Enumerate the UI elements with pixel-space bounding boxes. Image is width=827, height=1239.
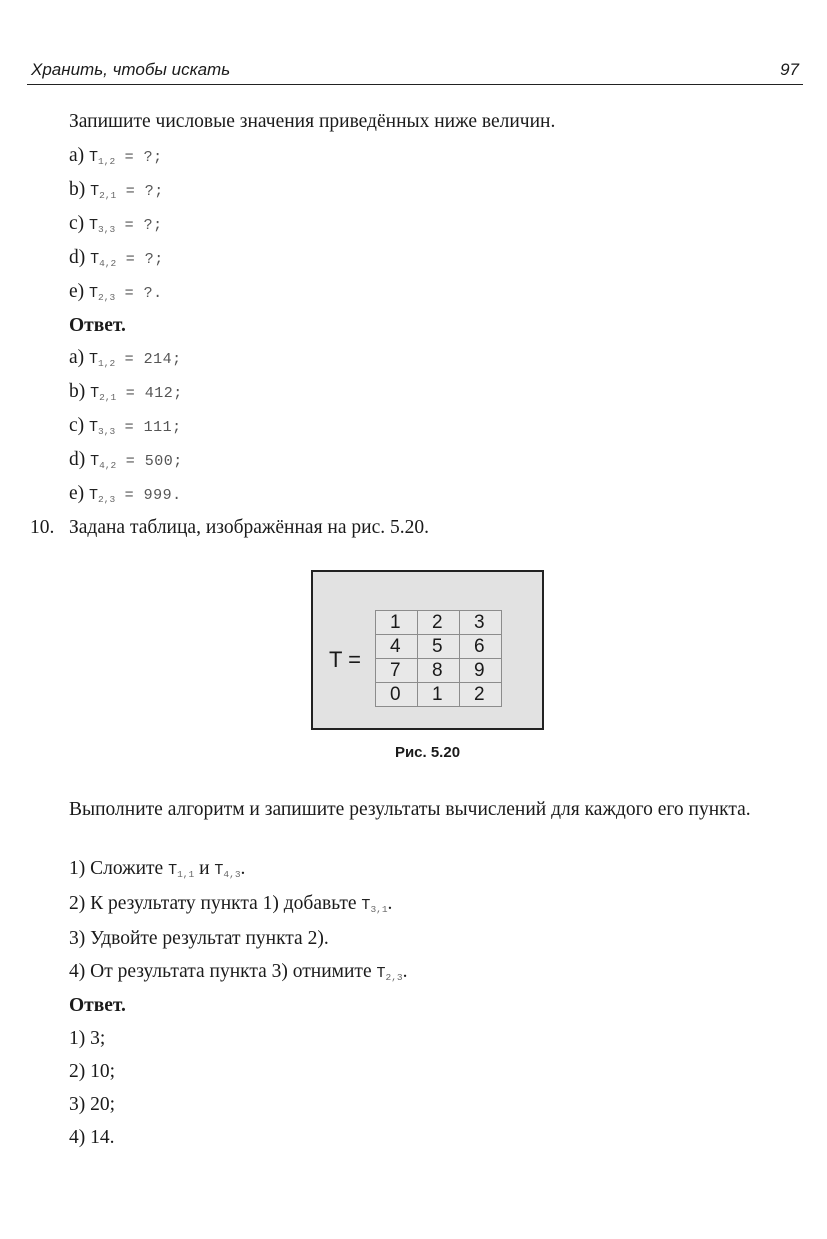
grid-cell: 0 bbox=[376, 683, 418, 707]
grid-cell: 2 bbox=[418, 611, 460, 635]
step-item: 2) К результату пункта 1) добавьте $T_{3,1}$. bbox=[69, 893, 393, 915]
grid-cell: 3 bbox=[460, 611, 502, 635]
intro-text: Запишите числовые значения приведённых ниже величин. bbox=[69, 111, 556, 132]
answer-item: c) $T_{3,3} = 111$; bbox=[69, 415, 182, 437]
grid-cell: 1 bbox=[376, 611, 418, 635]
answer-heading: Ответ. bbox=[69, 995, 126, 1016]
answer-item: d) $T_{4,2} = 500$; bbox=[69, 449, 183, 471]
task-number: 10. bbox=[30, 517, 55, 538]
question-item: d) $T_{4,2}$ = ?; bbox=[69, 247, 164, 269]
grid-cell: 6 bbox=[460, 635, 502, 659]
result-item: 4) 14. bbox=[69, 1127, 115, 1148]
grid-cell: 1 bbox=[418, 683, 460, 707]
answer-item: b) $T_{2,1} = 412$; bbox=[69, 381, 183, 403]
answer-heading: Ответ. bbox=[69, 315, 126, 336]
task-text: Задана таблица, изображённая на рис. 5.20. bbox=[69, 517, 429, 538]
question-item: b) $T_{2,1}$ = ?; bbox=[69, 179, 164, 201]
grid-cell: 5 bbox=[418, 635, 460, 659]
running-title: Хранить, чтобы искать bbox=[31, 60, 231, 79]
instruction-text: Выполните алгоритм и запишите результаты вычислений для каждого его пункта. bbox=[69, 799, 751, 820]
result-item: 2) 10; bbox=[69, 1061, 116, 1082]
grid-cell: 7 bbox=[376, 659, 418, 683]
figure-caption: Рис. 5.20 bbox=[394, 744, 461, 761]
grid-cell: 9 bbox=[460, 659, 502, 683]
step-item: 3) Удвойте результат пункта 2). bbox=[69, 928, 329, 949]
figure-label: T = bbox=[329, 647, 362, 672]
question-item: c) $T_{3,3}$ = ?; bbox=[69, 213, 163, 235]
grid-cell: 4 bbox=[376, 635, 418, 659]
grid-cell: 8 bbox=[418, 659, 460, 683]
value-grid bbox=[375, 610, 502, 707]
answer-item: a) $T_{1,2} = 214$; bbox=[69, 347, 182, 369]
answer-item: e) $T_{2,3} = 999$. bbox=[69, 483, 182, 505]
result-item: 3) 20; bbox=[69, 1094, 116, 1115]
page-number: 97 bbox=[780, 60, 799, 79]
result-item: 1) 3; bbox=[69, 1028, 106, 1049]
question-item: a) $T_{1,2}$ = ?; bbox=[69, 145, 163, 167]
step-item: 4) От результата пункта 3) отнимите $T_{2,3}$. bbox=[69, 961, 408, 983]
table-figure bbox=[311, 570, 544, 730]
page-header bbox=[27, 58, 803, 85]
grid-cell: 2 bbox=[460, 683, 502, 707]
question-item: e) $T_{2,3}$ = ?. bbox=[69, 281, 163, 303]
step-item: 1) Сложите $T_{1,1}$ и $T_{4,3}$. bbox=[69, 858, 246, 880]
